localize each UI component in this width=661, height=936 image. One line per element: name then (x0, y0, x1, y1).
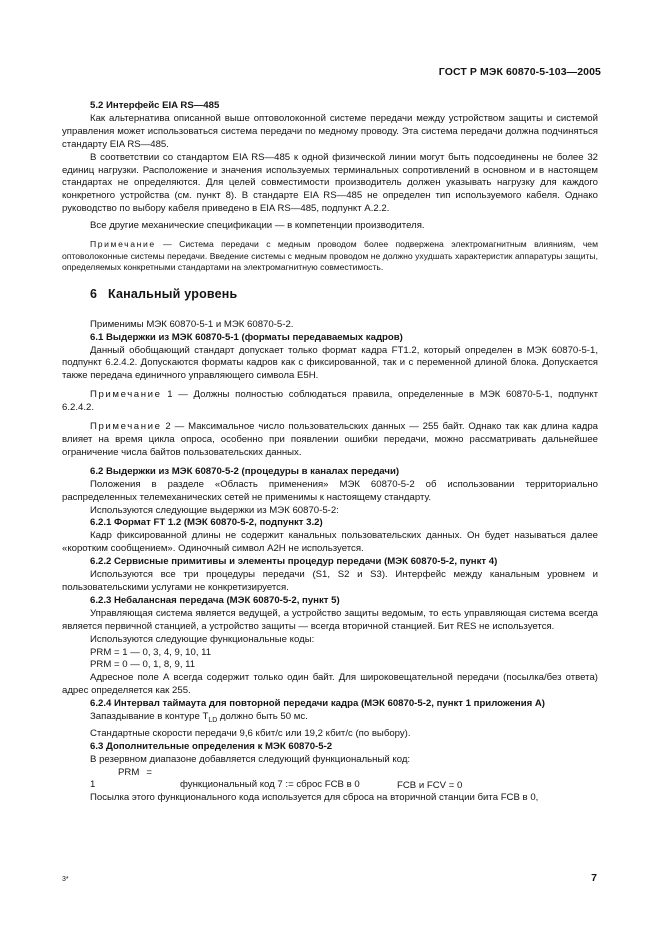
function-code: функциональный код 7 := сброс FCB в 0 (180, 779, 360, 791)
note-label: Примечание (90, 421, 162, 433)
section-6-2-2-heading: 6.2.2 Сервисные примитивы и элементы процедур передачи (МЭК 60870-5-2, пункт 4) (90, 556, 498, 568)
paragraph: Адресное поле А всегда содержит только один байт. Для широковещательной передачи (посылка/без ответа) адрес определяется как 255. (62, 672, 598, 697)
section-6-2-4-heading: 6.2.4 Интервал таймаута для повторной передачи кадра (МЭК 60870-5-2, пункт 1 приложения А) (90, 698, 545, 710)
document-header: ГОСТ Р МЭК 60870-5-103—2005 (438, 66, 601, 78)
code-line: PRM = 1 — 0, 3, 4, 9, 10, 11 (90, 646, 212, 658)
paragraph: Используются следующие выдержки из МЭК 60870-5-2: (90, 504, 339, 516)
section-6-2-heading: 6.2 Выдержки из МЭК 60870-5-2 (процедуры в каналах передачи) (90, 465, 400, 477)
note-text: — Система передачи с медным проводом более подвержена электромагнитным влияниям, чем оптоволоконные системы передачи. Введение системы с медным проводом не должно ухудшать характеристик аппаратуры защиты, определяемых конкретными стандартами на электромагнитную совместимость. (62, 239, 598, 273)
paragraph: Применимы МЭК 60870-5-1 и МЭК 60870-5-2. (90, 318, 294, 330)
paragraph: Используются все три процедуры передачи (S1, S2 и S3). Интерфейс между канальным уровнем и пользовательскими услугами не конкретизируется. (62, 569, 598, 593)
section-6-2-1-heading: 6.2.1 Формат FT 1.2 (МЭК 60870-5-2, подпункт 3.2) (90, 517, 323, 529)
note-label: Примечание (90, 239, 156, 250)
note (62, 239, 598, 274)
text: Запаздывание в контуре T (90, 711, 209, 723)
paragraph: Кадр фиксированной длины не содержит канальных пользовательских данных. Он будет называться далее «коротким сообщением». Одиночный символ A2H не используется. (62, 530, 598, 555)
code-line: PRM = 0 — 0, 1, 8, 9, 11 (90, 659, 196, 671)
paragraph: Как альтернатива описанной выше оптоволоконной системе передачи между устройством защиты и системой управления может использоваться система передачи по медному проводу. Эта система передачи должна подчиняться стандарту EIA RS—485. (62, 112, 598, 150)
paragraph (62, 711, 598, 728)
note-text: 2 — Максимальное число пользовательских данных — 255 байт. Однако так как длина кадра влияет на время цикла опроса, особенно при появлении ошибки передачи, можно рассматривать дальнейшее ограничение числа байтов пользовательских данных. (62, 421, 598, 458)
paragraph: Управляющая система является ведущей, а устройство защиты ведомым, то есть управляющая система всегда является первичной станцией, а устройство защиты — всегда вторичной станцией. Бит RES не используется. (62, 607, 598, 632)
paragraph: В резервном диапазоне добавляется следующий функциональный код: (90, 753, 411, 765)
paragraph: Посылка этого функционального кода используется для сброса на вторичной станции бита FCB в 0, (90, 792, 539, 804)
note-label: Примечание (90, 389, 162, 401)
paragraph: В соответствии со стандартом EIA RS—485 к одной физической линии могут быть подсоединены не более 32 единиц нагрузки. Расположение и значения используемых терминальных сопротивлений в основном и в настоящем стандартах не определяются. Для целей совместимости производитель должен указывать нагрузку для каждого конкретного устройства (см. пункт 8). В стандарте EIA RS—485 не определен тип используемого кабеля. Однако руководство по выбору кабеля приведено в EIA RS—485, подпункт А.2.2. (62, 151, 598, 215)
page-number: 7 (591, 872, 597, 884)
subscript: LD (208, 716, 218, 724)
section-6-3-heading: 6.3 Дополнительные определения к МЭК 60870-5-2 (90, 740, 333, 752)
prm-value: PRM = 1 (90, 766, 152, 791)
code-line (62, 767, 598, 793)
paragraph: Стандартные скорости передачи 9,6 кбит/с или 19,2 кбит/с (по выбору). (90, 727, 411, 739)
note (62, 421, 598, 460)
paragraph: Данный обобщающий стандарт допускает только формат кадра FT1.2, который определен в МЭК 60870-5-1, подпункт 6.2.4.2. Допускаются форматы кадров как с фиксированной, так и с переменной длиной блока. Допускается также передача единичного управляющего символа E5H. (62, 344, 598, 382)
section-5-2-heading: 5.2 Интерфейс EIA RS—485 (90, 100, 220, 111)
sheet-mark: 3* (62, 876, 69, 883)
page-content (62, 100, 598, 805)
section-6-1-heading: 6.1 Выдержки из МЭК 60870-5-1 (форматы передаваемых кадров) (90, 331, 403, 343)
section-number: 6 (90, 286, 98, 301)
section-title: Канальный уровень (108, 286, 238, 301)
fcb-value: FCB и FCV = 0 (397, 779, 463, 791)
text: должно быть 50 мс. (217, 711, 308, 723)
paragraph: Положения в разделе «Область применения» МЭК 60870-5-2 об использовании территориально распределенных телемеханических сетей не применимы к настоящему стандарту. (62, 478, 598, 503)
section-6-heading (90, 288, 598, 301)
section-6-2-3-heading: 6.2.3 Небалансная передача (МЭК 60870-5-2, пункт 5) (90, 594, 340, 606)
note (62, 389, 598, 415)
paragraph: Используются следующие функциональные коды: (90, 633, 315, 645)
paragraph: Все другие механические спецификации — в компетенции производителя. (90, 220, 425, 232)
note-text: 1 — Должны полностью соблюдаться правила, определенные в МЭК 60870-5-1, подпункт 6.2.4.2. (62, 389, 598, 414)
